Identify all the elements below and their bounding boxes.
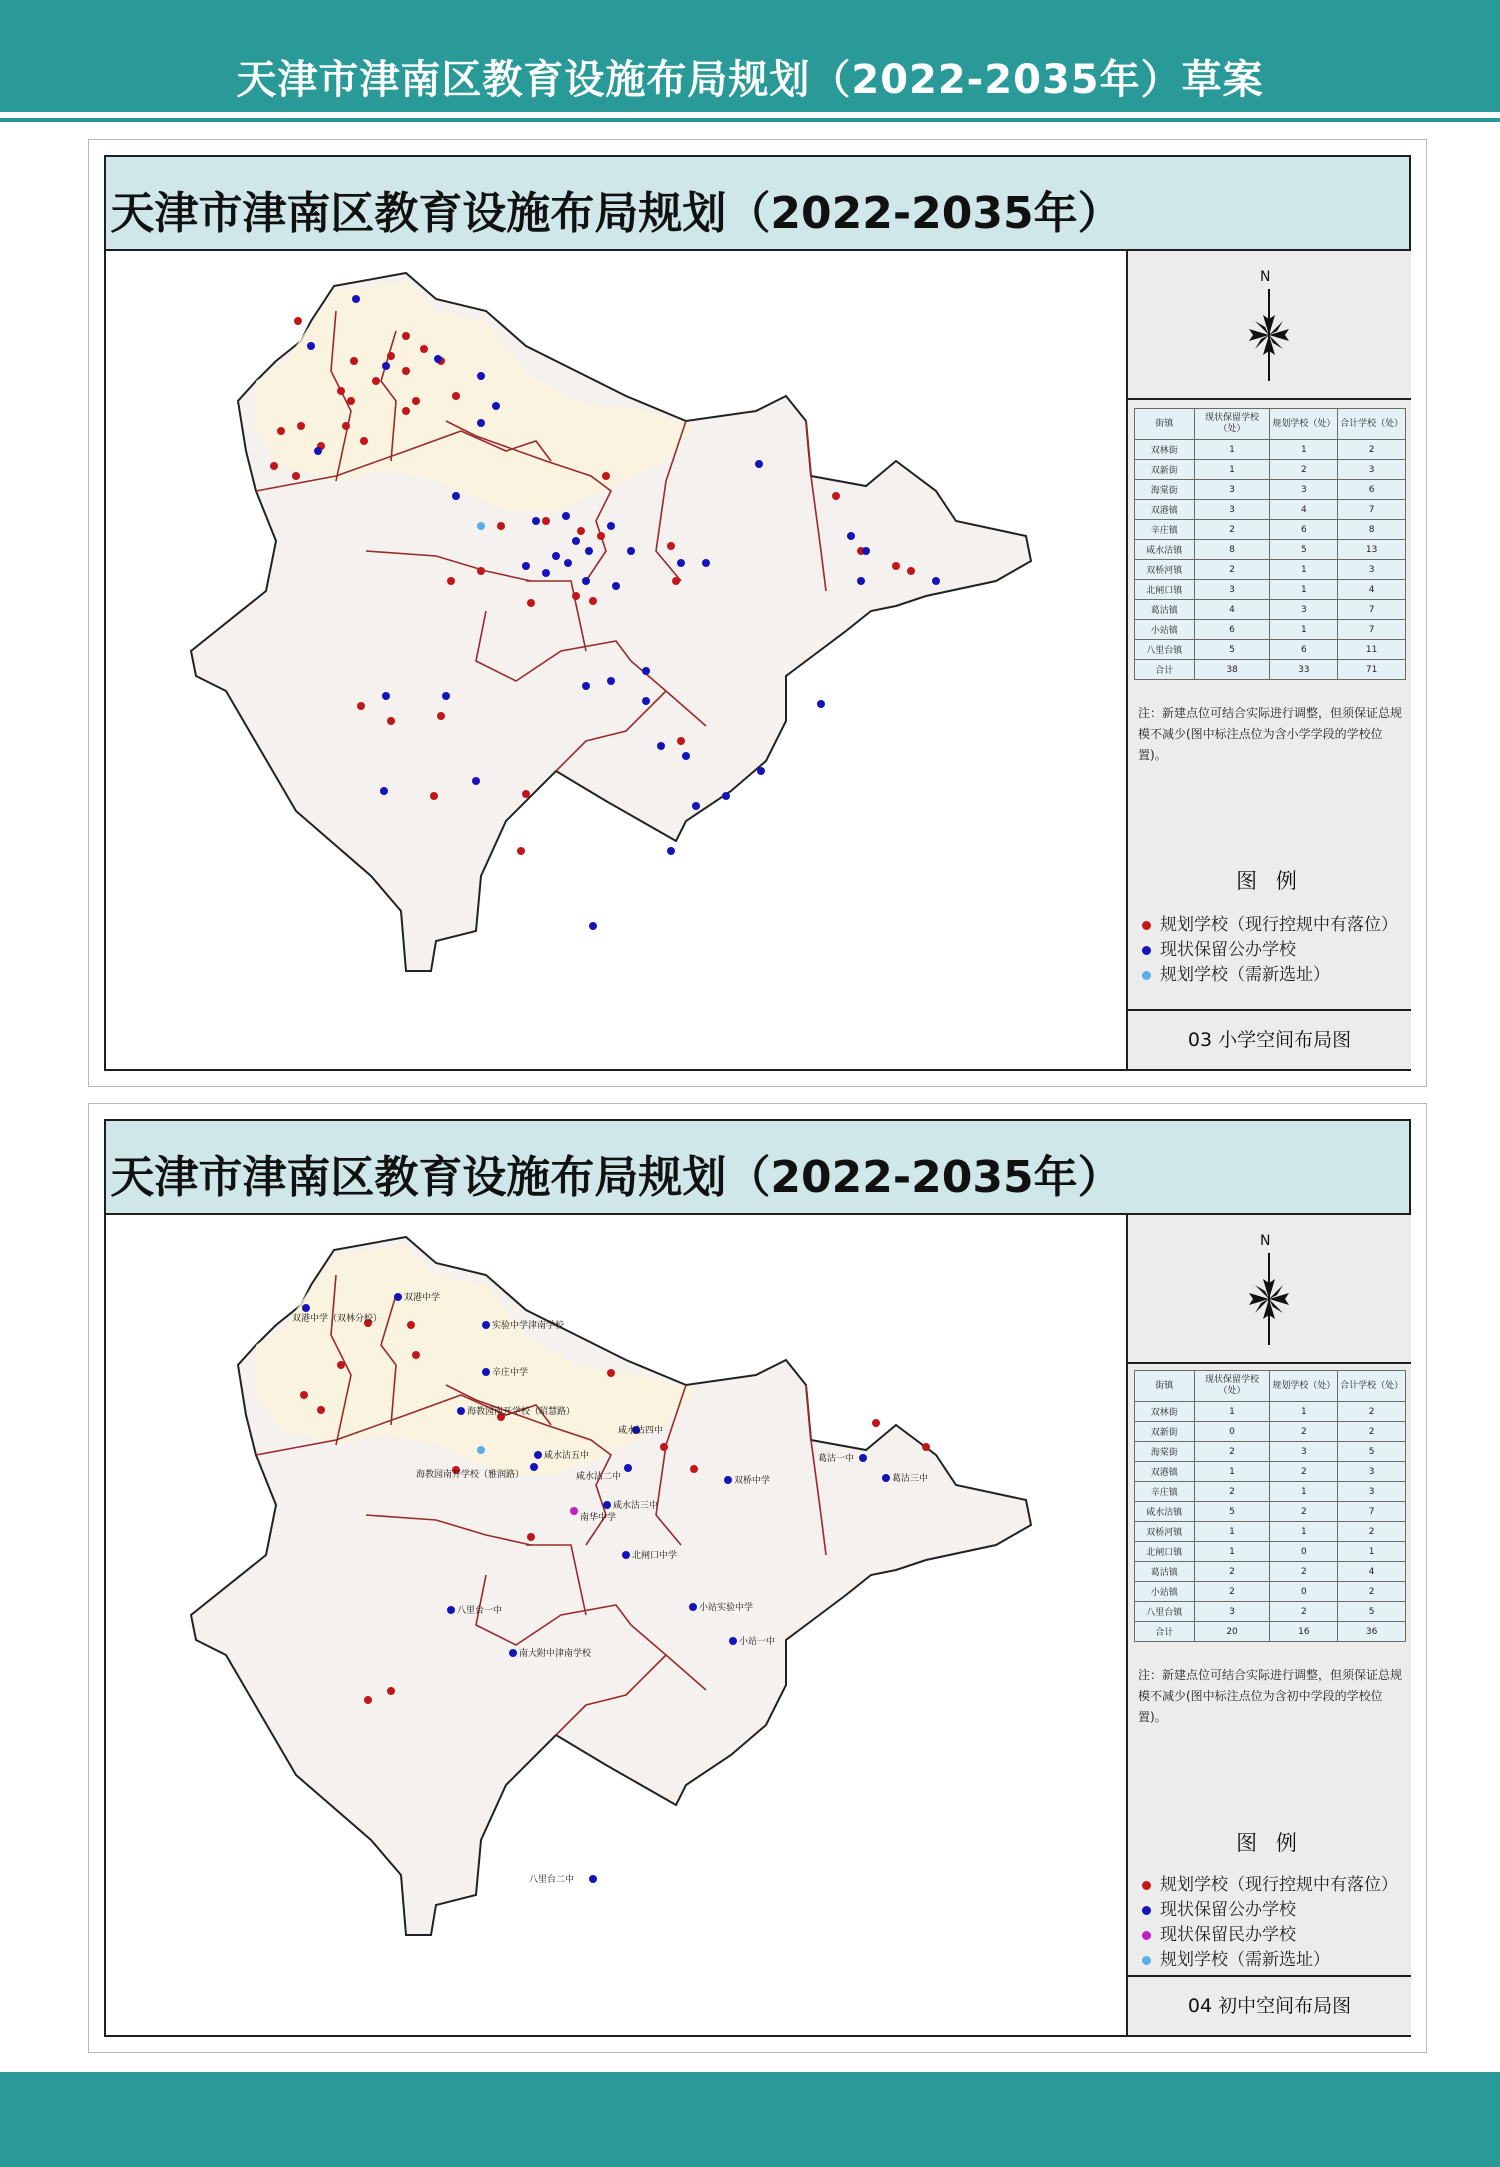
marker-xianshuigu-5 xyxy=(534,1451,542,1459)
bottom-banner xyxy=(0,2072,1500,2167)
table-cell: 双桥河镇 xyxy=(1135,560,1195,580)
table-row xyxy=(1135,640,1406,660)
table-cell: 双新街 xyxy=(1135,1422,1195,1442)
table-cell: 4 xyxy=(1194,600,1270,620)
top-banner xyxy=(0,0,1500,112)
legend-item xyxy=(1142,960,1407,985)
table-cell: 1 xyxy=(1270,580,1338,600)
legend xyxy=(1142,1870,1407,1970)
table-cell: 5 xyxy=(1194,640,1270,660)
legend-dot-icon xyxy=(1142,1906,1151,1915)
table-header: 规划学校（处） xyxy=(1270,1371,1338,1402)
school-label: 辛庄中学 xyxy=(492,1368,529,1378)
table-cell: 7 xyxy=(1338,500,1406,520)
school-label: 葛沽一中 xyxy=(818,1454,855,1464)
legend-label: 规划学校（需新选址） xyxy=(1160,965,1330,985)
table-row xyxy=(1135,1542,1406,1562)
table-cell: 1 xyxy=(1194,1462,1270,1482)
table-body xyxy=(1135,440,1406,680)
table-row xyxy=(1135,1522,1406,1542)
marker-balitai-1 xyxy=(447,1606,455,1614)
marker-haijiaoyuan-yarun xyxy=(530,1463,538,1471)
table-cell: 2 xyxy=(1194,1482,1270,1502)
table-cell: 双桥河镇 xyxy=(1135,1522,1195,1542)
school-label: 小站实验中学 xyxy=(699,1603,754,1613)
table-cell: 2 xyxy=(1194,560,1270,580)
legend-item xyxy=(1142,1920,1407,1945)
north-arrow-icon xyxy=(1246,289,1292,381)
table-cell: 2 xyxy=(1338,1402,1406,1422)
school-label: 海教园南开学校（昭慧路） xyxy=(467,1407,576,1417)
marker-shuanggang-zhongxue xyxy=(394,1293,402,1301)
table-cell: 辛庄镇 xyxy=(1135,1482,1195,1502)
table-cell: 1 xyxy=(1270,440,1338,460)
table-body xyxy=(1135,1402,1406,1642)
table-row xyxy=(1135,1502,1406,1522)
table-cell: 小站镇 xyxy=(1135,1582,1195,1602)
table-cell: 1 xyxy=(1270,1402,1338,1422)
table-cell: 1 xyxy=(1194,1402,1270,1422)
legend-item xyxy=(1142,1945,1407,1970)
table-cell: 2 xyxy=(1194,1442,1270,1462)
school-label: 南华中学 xyxy=(580,1513,617,1523)
legend xyxy=(1142,910,1407,985)
school-label: 八里台一中 xyxy=(457,1606,503,1616)
legend-dot-icon xyxy=(1142,1881,1151,1890)
table-cell: 2 xyxy=(1338,1582,1406,1602)
marker-shiyan xyxy=(482,1321,490,1329)
table-cell: 11 xyxy=(1338,640,1406,660)
north-label: N xyxy=(1260,1233,1271,1249)
marker-nankai-fuzhong xyxy=(509,1649,517,1657)
legend-label: 规划学校（需新选址） xyxy=(1160,1950,1330,1970)
table-cell: 3 xyxy=(1194,480,1270,500)
table-header: 规划学校（处） xyxy=(1270,409,1338,440)
table-cell: 36 xyxy=(1338,1622,1406,1642)
table-cell: 2 xyxy=(1270,1562,1338,1582)
table-cell: 8 xyxy=(1338,520,1406,540)
table-cell: 双林街 xyxy=(1135,1402,1195,1422)
table-cell: 7 xyxy=(1338,620,1406,640)
table-note: 注：新建点位可结合实际进行调整，但须保证总规模不减少(图中标注点位为含小学学段的学校位置)。 xyxy=(1138,706,1403,762)
table-header: 街镇 xyxy=(1135,1371,1195,1402)
table-cell: 4 xyxy=(1338,580,1406,600)
table-cell: 3 xyxy=(1270,1442,1338,1462)
map-sidebar xyxy=(1126,251,1411,1069)
table-cell: 3 xyxy=(1194,580,1270,600)
legend-dot-icon xyxy=(1142,921,1151,930)
district-map-svg xyxy=(106,251,1126,1069)
statistics-table xyxy=(1134,1370,1406,1642)
legend-dot-icon xyxy=(1142,1956,1151,1965)
table-cell: 2 xyxy=(1338,440,1406,460)
table-cell: 八里台镇 xyxy=(1135,1602,1195,1622)
marker-gegu-3 xyxy=(882,1474,890,1482)
table-cell: 2 xyxy=(1270,1502,1338,1522)
table-cell: 38 xyxy=(1194,660,1270,680)
table-row xyxy=(1135,440,1406,460)
table-row xyxy=(1135,1622,1406,1642)
table-cell: 3 xyxy=(1270,480,1338,500)
marker-nanhua xyxy=(570,1507,578,1515)
table-header: 合计学校（处） xyxy=(1338,1371,1406,1402)
legend-item xyxy=(1142,1870,1407,1895)
existing-private-school-markers xyxy=(570,1507,578,1515)
table-row xyxy=(1135,480,1406,500)
banner-rule xyxy=(0,118,1500,122)
table-header: 现状保留学校（处） xyxy=(1194,409,1270,440)
school-label: 咸水沽二中 xyxy=(576,1472,622,1482)
north-arrow-icon xyxy=(1246,1253,1292,1345)
table-cell: 2 xyxy=(1270,1602,1338,1622)
table-cell: 1 xyxy=(1194,440,1270,460)
table-cell: 3 xyxy=(1194,1602,1270,1622)
north-label: N xyxy=(1260,269,1271,285)
table-cell: 3 xyxy=(1194,500,1270,520)
map-header xyxy=(106,1121,1409,1215)
map-title: 天津市津南区教育设施布局规划（2022-2035年） xyxy=(110,1152,1122,1203)
table-cell: 6 xyxy=(1338,480,1406,500)
table-cell: 1 xyxy=(1194,1522,1270,1542)
table-cell: 2 xyxy=(1270,460,1338,480)
table-cell: 咸水沽镇 xyxy=(1135,1502,1195,1522)
table-cell: 3 xyxy=(1338,1462,1406,1482)
map-header xyxy=(106,157,1409,251)
marker-balitai-2 xyxy=(589,1875,597,1883)
table-cell: 2 xyxy=(1194,1562,1270,1582)
marker-xianshuigu-2 xyxy=(624,1464,632,1472)
compass xyxy=(1128,1215,1411,1364)
table-cell: 13 xyxy=(1338,540,1406,560)
panel-junior-high-school xyxy=(88,1103,1427,2053)
table-cell: 辛庄镇 xyxy=(1135,520,1195,540)
table-cell: 咸水沽镇 xyxy=(1135,540,1195,560)
table-cell: 0 xyxy=(1194,1422,1270,1442)
table-cell: 八里台镇 xyxy=(1135,640,1195,660)
table-cell: 1 xyxy=(1270,620,1338,640)
table-row xyxy=(1135,620,1406,640)
legend-label: 规划学校（现行控规中有落位） xyxy=(1160,915,1398,935)
table-cell: 5 xyxy=(1194,1502,1270,1522)
table-cell: 16 xyxy=(1270,1622,1338,1642)
table-cell: 3 xyxy=(1270,600,1338,620)
marker-xianshuigu-3 xyxy=(603,1501,611,1509)
legend-dot-icon xyxy=(1142,971,1151,980)
legend-title: 图 例 xyxy=(1236,869,1303,893)
table-cell: 海棠街 xyxy=(1135,480,1195,500)
school-label: 南大附中津南学校 xyxy=(519,1649,592,1659)
table-cell: 4 xyxy=(1270,500,1338,520)
table-cell: 2 xyxy=(1338,1522,1406,1542)
school-label: 海教园南开学校（雅润路） xyxy=(416,1470,525,1480)
table-cell: 1 xyxy=(1194,460,1270,480)
table-cell: 5 xyxy=(1338,1602,1406,1622)
legend-label: 现状保留民办学校 xyxy=(1160,1925,1296,1945)
table-row xyxy=(1135,1562,1406,1582)
school-label: 双桥中学 xyxy=(734,1476,771,1486)
table-cell: 双林街 xyxy=(1135,440,1195,460)
table-cell: 6 xyxy=(1270,520,1338,540)
school-label: 双港中学（双林分校） xyxy=(292,1314,383,1324)
table-cell: 2 xyxy=(1194,520,1270,540)
table-cell: 7 xyxy=(1338,1502,1406,1522)
marker-shuangqiao xyxy=(724,1476,732,1484)
table-cell: 合计 xyxy=(1135,1622,1195,1642)
legend-dot-icon xyxy=(1142,946,1151,955)
table-cell: 6 xyxy=(1194,620,1270,640)
school-label: 葛沽三中 xyxy=(892,1474,929,1484)
compass xyxy=(1128,251,1411,400)
school-label: 咸水沽三中 xyxy=(613,1501,659,1511)
legend-item xyxy=(1142,935,1407,960)
marker-xinzhuang xyxy=(482,1368,490,1376)
table-cell: 2 xyxy=(1270,1422,1338,1442)
table-row xyxy=(1135,1402,1406,1422)
table-cell: 3 xyxy=(1338,460,1406,480)
table-cell: 北闸口镇 xyxy=(1135,580,1195,600)
table-row xyxy=(1135,1602,1406,1622)
table-cell: 双新街 xyxy=(1135,460,1195,480)
page-title: 天津市津南区教育设施布局规划（2022-2035年）草案 xyxy=(236,57,1264,103)
marker-beizhakou xyxy=(622,1551,630,1559)
table-cell: 5 xyxy=(1338,1442,1406,1462)
table-row xyxy=(1135,1422,1406,1442)
table-note: 注：新建点位可结合实际进行调整，但须保证总规模不减少(图中标注点位为含初中学段的学校位置)。 xyxy=(1138,1668,1403,1724)
table-row xyxy=(1135,1482,1406,1502)
table-row xyxy=(1135,500,1406,520)
statistics-table xyxy=(1134,408,1406,680)
table-header: 现状保留学校（处） xyxy=(1194,1371,1270,1402)
planned-new-site-markers xyxy=(477,522,485,530)
table-cell: 1 xyxy=(1270,1522,1338,1542)
school-label: 咸水沽五中 xyxy=(544,1451,590,1461)
table-row xyxy=(1135,1442,1406,1462)
table-row xyxy=(1135,1462,1406,1482)
legend-label: 现状保留公办学校 xyxy=(1160,940,1296,960)
school-label: 小站一中 xyxy=(739,1637,776,1647)
table-cell: 海棠街 xyxy=(1135,1442,1195,1462)
table-cell: 6 xyxy=(1270,640,1338,660)
school-label: 双港中学 xyxy=(404,1293,441,1303)
table-cell: 0 xyxy=(1270,1542,1338,1562)
table-row xyxy=(1135,540,1406,560)
legend-label: 现状保留公办学校 xyxy=(1160,1900,1296,1920)
table-cell: 1 xyxy=(1338,1542,1406,1562)
table-cell: 双港镇 xyxy=(1135,1462,1195,1482)
table-cell: 1 xyxy=(1194,1542,1270,1562)
district-map xyxy=(106,1215,1126,2035)
marker-shuanggang-shuanglin xyxy=(302,1304,310,1312)
map-caption: 04 初中空间布局图 xyxy=(1128,1975,1411,2035)
table-row xyxy=(1135,460,1406,480)
legend-label: 规划学校（现行控规中有落位） xyxy=(1160,1875,1398,1895)
panel-primary-school xyxy=(88,139,1427,1087)
planned-new-site-markers xyxy=(477,1446,485,1454)
marker-haijiaoyuan-zhaohui xyxy=(457,1407,465,1415)
marker-gegu-1 xyxy=(859,1454,867,1462)
table-cell: 7 xyxy=(1338,600,1406,620)
table-cell: 2 xyxy=(1270,1462,1338,1482)
map-frame xyxy=(104,155,1411,1071)
school-label: 咸水沽四中 xyxy=(618,1426,664,1436)
table-cell: 2 xyxy=(1194,1582,1270,1602)
table-cell: 71 xyxy=(1338,660,1406,680)
table-cell: 2 xyxy=(1338,1422,1406,1442)
school-label: 北闸口中学 xyxy=(632,1551,678,1561)
legend-item xyxy=(1142,1895,1407,1920)
table-cell: 3 xyxy=(1338,1482,1406,1502)
table-row xyxy=(1135,1582,1406,1602)
table-cell: 5 xyxy=(1270,540,1338,560)
table-cell: 33 xyxy=(1270,660,1338,680)
table-row xyxy=(1135,560,1406,580)
table-cell: 1 xyxy=(1270,1482,1338,1502)
table-row xyxy=(1135,580,1406,600)
district-map xyxy=(106,251,1126,1069)
map-sidebar xyxy=(1126,1215,1411,2035)
map-caption: 03 小学空间布局图 xyxy=(1128,1009,1411,1069)
marker-xiaozhan-1 xyxy=(729,1637,737,1645)
table-cell: 0 xyxy=(1270,1582,1338,1602)
table-header: 街镇 xyxy=(1135,409,1195,440)
table-header: 合计学校（处） xyxy=(1338,409,1406,440)
table-cell: 4 xyxy=(1338,1562,1406,1582)
table-row xyxy=(1135,520,1406,540)
table-cell: 双港镇 xyxy=(1135,500,1195,520)
table-cell: 合计 xyxy=(1135,660,1195,680)
school-label: 八里台二中 xyxy=(529,1875,575,1885)
legend-dot-icon xyxy=(1142,1931,1151,1940)
table-cell: 1 xyxy=(1270,560,1338,580)
legend-title: 图 例 xyxy=(1236,1831,1303,1855)
table-cell: 小站镇 xyxy=(1135,620,1195,640)
table-cell: 葛沽镇 xyxy=(1135,1562,1195,1582)
table-row xyxy=(1135,660,1406,680)
school-label: 实验中学津南学校 xyxy=(492,1321,565,1331)
table-cell: 20 xyxy=(1194,1622,1270,1642)
map-frame xyxy=(104,1119,1411,2037)
table-cell: 8 xyxy=(1194,540,1270,560)
table-cell: 3 xyxy=(1338,560,1406,580)
legend-item xyxy=(1142,910,1407,935)
table-row xyxy=(1135,600,1406,620)
table-cell: 北闸口镇 xyxy=(1135,1542,1195,1562)
map-title: 天津市津南区教育设施布局规划（2022-2035年） xyxy=(110,188,1122,239)
marker-xiaozhan-shiyan xyxy=(689,1603,697,1611)
table-cell: 葛沽镇 xyxy=(1135,600,1195,620)
district-map-svg xyxy=(106,1215,1126,2035)
